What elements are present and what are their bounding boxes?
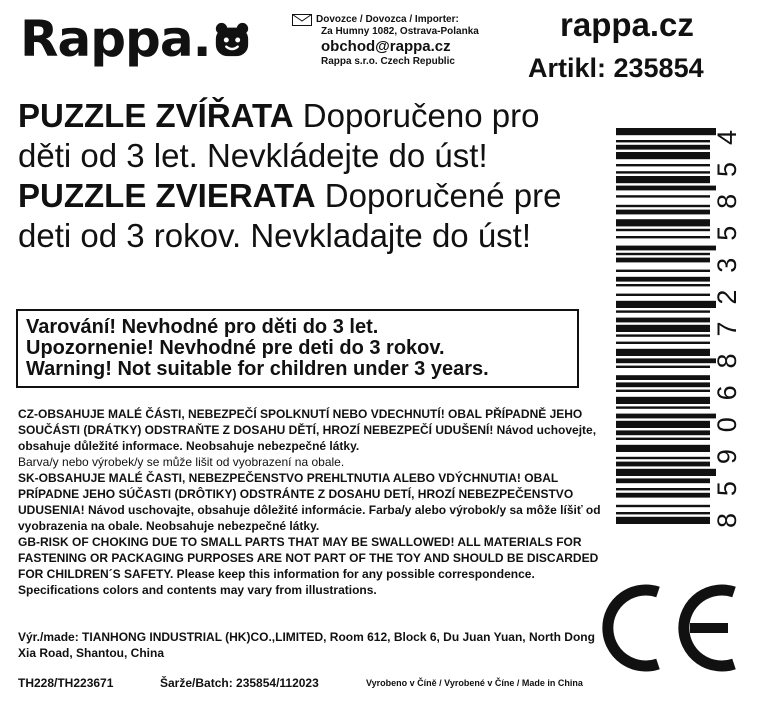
barcode-bar (616, 277, 710, 282)
barcode-bar (616, 349, 710, 356)
safety-details (18, 406, 618, 598)
barcode-bar (616, 210, 710, 215)
barcode-bar (616, 205, 710, 207)
barcode-bar (616, 382, 710, 387)
barcode-bar (616, 375, 710, 380)
barcode-bar (616, 176, 710, 183)
bear-face-icon (213, 21, 251, 59)
cz-title: PUZZLE ZVÍŘATA (18, 97, 294, 134)
batch-number: Šarže/Batch: 235854/112023 (160, 676, 319, 690)
warning-box (16, 309, 579, 388)
warning-sk: Upozornenie! Nevhodné pre deti do 3 rokov. (26, 337, 445, 359)
barcode-bar (616, 478, 710, 483)
sk-text: Doporučené pre deti od 3 rokov. Nevkladajte do úst! (18, 177, 562, 254)
barcode-bar (616, 358, 716, 363)
barcode-bar (616, 318, 710, 323)
envelope-icon (292, 14, 312, 26)
details-cz: CZ-OBSAHUJE MALÉ ČÁSTI, NEBEZPEČÍ SPOLKNUTÍ NEBO VDECHNUTÍ! OBAL PŘÍPADNĚ JEHO SOUČÁSTI (DRÁTKY) ODSTRAŇTE Z DOSAHU DĚTÍ, HROZÍ NEBEZPEČÍ UDUŠENÍ! Návod uchovejte, obsahuje důležité informace. Neobsahuje nebezpečné látky. (18, 407, 597, 453)
logo-text: Rappa. (20, 10, 211, 68)
rappa-logo (20, 6, 251, 72)
barcode-bar (616, 246, 716, 251)
barcode-bar (616, 219, 710, 226)
barcode-bar (616, 469, 716, 476)
barcode-bar (616, 334, 710, 336)
barcode-bar (616, 294, 710, 296)
barcode-bar (616, 512, 710, 514)
barcode-digits (712, 128, 742, 528)
barcode-bar (616, 325, 710, 332)
details-cz-color: Barva/y nebo výrobek/y se může lišit od vyobrazení na obale. (18, 455, 345, 469)
barcode-bar (616, 430, 710, 435)
warning-en: Warning! Not suitable for children under 3 years. (26, 358, 489, 380)
barcode-bar (616, 253, 710, 255)
product-code: TH228/TH223671 (18, 676, 114, 690)
barcode-bar (616, 445, 710, 452)
barcode-bar (616, 342, 710, 344)
barcode-bar (616, 488, 710, 490)
barcode-bar (616, 310, 710, 312)
manufacturer: Výr./made: TIANHONG INDUSTRIAL (HK)CO.,LIMITED, Room 612, Block 6, Du Juan Yuan, North Dong Xia Road, Shantou, China (18, 630, 595, 660)
importer-heading: Dovozce / Dovozca / Importer: (316, 14, 459, 25)
sk-title: PUZZLE ZVIERATA (18, 177, 316, 214)
product-intro (18, 96, 588, 256)
barcode-bar (616, 438, 710, 440)
barcode-bar (616, 236, 710, 238)
country-of-origin: Vyrobeno v Číně / Vyrobené v Číne / Made in China (366, 678, 583, 688)
barcode-bar (616, 128, 716, 135)
barcode-bar (616, 171, 710, 173)
barcode-bar (616, 517, 710, 524)
barcode-bar (616, 397, 710, 404)
barcode-bar (616, 258, 710, 263)
website: rappa.cz (560, 6, 694, 43)
importer-email: obchod@rappa.cz (321, 38, 451, 55)
barcode-bar (616, 421, 710, 428)
barcode-bar (616, 390, 710, 392)
details-gb: GB-RISK OF CHOKING DUE TO SMALL PARTS THAT MAY BE SWALLOWED! ALL MATERIALS FOR FASTENING OR PACKAGING PURPOSES ARE NOT PART OF THE TOY AND SHOULD BE DISCARDED FOR CHILDREN´S SAFETY. Please keep this information for any possible correspondence. Specifications colors and contents may vary from illustrations. (18, 535, 599, 597)
warning-cz: Varování! Nevhodné pro děti do 3 let. (26, 316, 379, 338)
barcode-bar (616, 284, 710, 286)
barcode-bar (616, 493, 710, 498)
barcode-bar (616, 505, 710, 507)
barcode-bar (616, 462, 710, 467)
barcode-bar (616, 229, 710, 231)
article-number: Artikl: 235854 (528, 53, 704, 83)
barcode-bar (616, 414, 716, 419)
barcode-bar (616, 366, 710, 368)
importer-address: Za Humny 1082, Ostrava-Polanka (321, 26, 479, 37)
barcode-bar (616, 195, 710, 197)
barcode-bar (616, 164, 710, 166)
importer-company: Rappa s.r.o. Czech Republic (321, 56, 455, 67)
details-sk: SK-OBSAHUJE MALÉ ČASTI, NEBEZPEČENSTVO PREHLTNUTIA ALEBO VDÝCHNUTIA! OBAL PRÍPADNE JEHO SÚČASTI (DRÔTIKY) ODSTRÁNTE Z DOSAHU DETÍ, HROZÍ NEBEZPEČENSTVO UDUSENIA! Návod uschovajte, obsahuje dôležité informácie. Farba/y alebo výrobok/y sa môže líšiť od vyobrazenia na obale. Neobsahuje nebezpečné látky. (18, 471, 601, 533)
barcode-bar (616, 186, 716, 191)
barcode-bar (616, 270, 710, 272)
importer-block (292, 14, 479, 68)
barcode-bar (616, 140, 710, 142)
barcode-bar (616, 301, 716, 308)
barcode-bar (616, 406, 710, 408)
cz-text: Doporučeno pro děti od 3 let. Nevkládejte do úst! (18, 97, 540, 174)
ce-mark-icon (596, 578, 746, 678)
barcode-bar (616, 145, 710, 150)
barcode-bar (616, 152, 710, 159)
barcode-number: 8590687235854 (712, 130, 742, 528)
barcode-bar (616, 457, 710, 459)
